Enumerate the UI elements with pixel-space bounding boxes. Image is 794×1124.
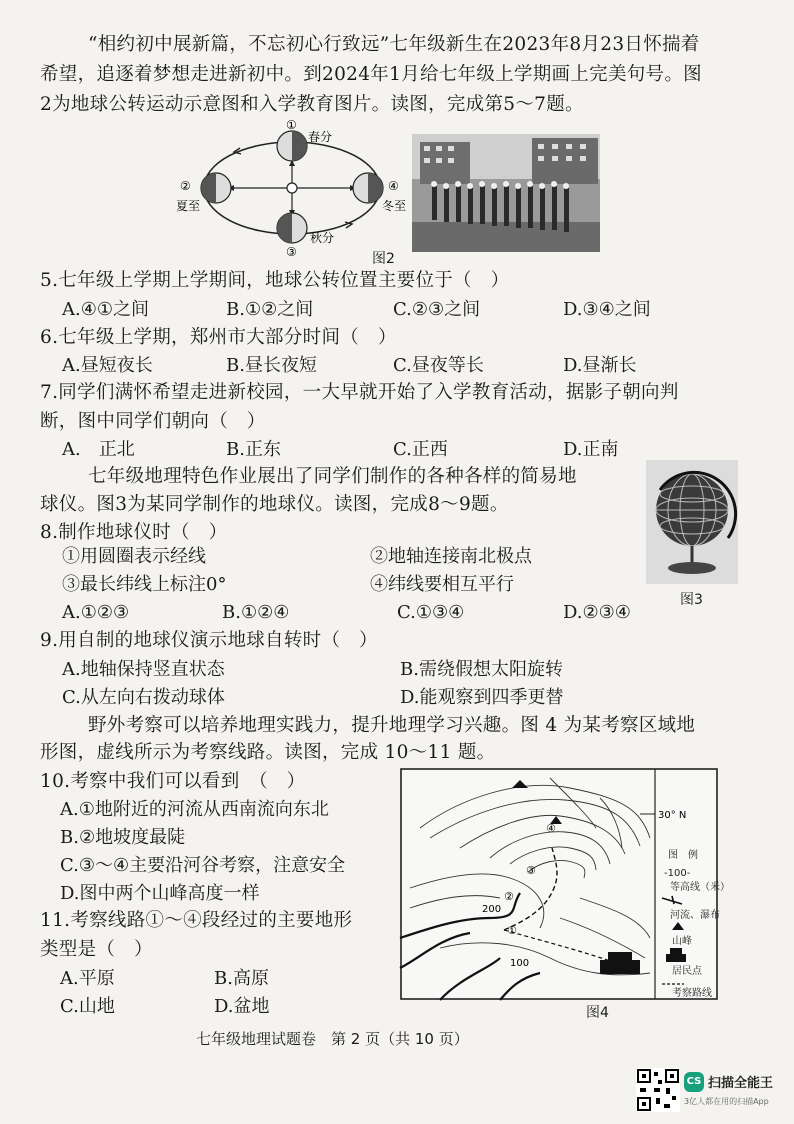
- fig2-caption: 图2: [372, 251, 395, 267]
- fig4-caption: 图4: [586, 1005, 609, 1021]
- legend-peak: 山峰: [672, 936, 692, 947]
- earth-autumn-icon: [277, 213, 307, 243]
- school-assembly-photo: [412, 134, 600, 252]
- q5-option-a[interactable]: A.④①之间: [62, 299, 149, 320]
- q10-option-a[interactable]: A.①地附近的河流从西南流向东北: [60, 799, 329, 820]
- q10-option-c[interactable]: C.③～④主要沿河谷考察，注意安全: [60, 855, 346, 876]
- settlement-icon: [600, 960, 640, 974]
- intro-line-2: 希望，追逐着梦想走进新初中。到2024年1月给七年级上学期画上完美句号。图: [40, 64, 702, 85]
- orbit-label-1: ①: [286, 118, 297, 132]
- earth-spring-icon: [277, 131, 307, 161]
- earth-summer-icon: [201, 173, 231, 203]
- intro-line-3: 2为地球公转运动示意图和入学教育图片。读图，完成第5～7题。: [40, 94, 584, 115]
- q5-option-b[interactable]: B.①②之间: [226, 299, 314, 320]
- q10-stem: 10.考察中我们可以看到 （ ）: [40, 771, 306, 792]
- earth-winter-icon: [353, 173, 383, 203]
- legend-title: 图 例: [668, 850, 698, 861]
- q9-option-d[interactable]: D.能观察到四季更替: [400, 687, 564, 708]
- q9-option-c[interactable]: C.从左向右拨动球体: [62, 687, 225, 708]
- q11-option-a[interactable]: A.平原: [60, 968, 115, 989]
- page-footer: 七年级地理试题卷 第 2 页（共 10 页）: [196, 1030, 469, 1048]
- sun-icon: [282, 178, 302, 198]
- intro3-line-2: 形图，虚线所示为考察线路。读图，完成 10～11 题。: [40, 742, 496, 763]
- q8-statement-1: ①用圆圈表示经线: [62, 546, 206, 567]
- q11-option-b[interactable]: B.高原: [214, 968, 269, 989]
- intro3-line-1: 野外考察可以培养地理实践力，提升地理学习兴趣。图 4 为某考察区域地: [88, 715, 696, 736]
- q8-stem: 8.制作地球仪时（ ）: [40, 522, 228, 543]
- camscanner-logo-icon: CS: [684, 1072, 704, 1092]
- earth-orbit-diagram: [170, 118, 412, 258]
- topographic-map: [400, 768, 730, 1000]
- q8-statement-3: ③最长纬线上标注0°: [62, 574, 227, 595]
- legend-contour: 等高线（米）: [670, 882, 730, 893]
- q8-statement-4: ④纬线要相互平行: [370, 574, 514, 595]
- q8-option-c[interactable]: C.①③④: [397, 602, 465, 623]
- q11-stem-1: 11.考察线路①～④段经过的主要地形: [40, 910, 353, 931]
- scanner-app-name: 扫描全能王: [708, 1076, 774, 1091]
- q10-option-b[interactable]: B.②地坡度最陡: [60, 827, 186, 848]
- legend-settlement: 居民点: [672, 966, 702, 977]
- qr-code-icon: [636, 1068, 680, 1112]
- q6-option-d[interactable]: D.昼渐长: [563, 355, 637, 376]
- q7-option-b[interactable]: B.正东: [226, 439, 281, 460]
- q9-stem: 9.用自制的地球仪演示地球自转时（ ）: [40, 630, 378, 651]
- q6-option-a[interactable]: A.昼短夜长: [62, 355, 153, 376]
- orbit-label-summer: 夏至: [176, 199, 201, 213]
- q8-option-d[interactable]: D.②③④: [563, 602, 631, 623]
- map-marker-1: ①: [507, 924, 517, 937]
- q6-option-b[interactable]: B.昼长夜短: [226, 355, 317, 376]
- q9-option-b[interactable]: B.需绕假想太阳旋转: [400, 659, 563, 680]
- legend-route: 考察路线: [672, 988, 712, 999]
- q11-option-c[interactable]: C.山地: [60, 996, 115, 1017]
- globe-photo: [646, 460, 738, 584]
- map-marker-2: ②: [504, 890, 514, 903]
- q10-option-d[interactable]: D.图中两个山峰高度一样: [60, 883, 260, 904]
- q7-stem-1: 7.同学们满怀希望走进新校园，一大早就开始了入学教育活动，据影子朝向判: [40, 382, 679, 403]
- orbit-label-4: ④: [388, 179, 399, 193]
- q7-stem-2: 断，图中同学们朝向（ ）: [40, 411, 266, 432]
- q6-stem: 6.七年级上学期，郑州市大部分时间（ ）: [40, 327, 397, 348]
- intro-line-1: “相约初中展新篇，不忘初心行致远”七年级新生在2023年8月23日怀揣着: [88, 34, 700, 55]
- contour-label-200: 200: [482, 904, 502, 915]
- q8-statement-2: ②地轴连接南北极点: [370, 546, 532, 567]
- q11-option-d[interactable]: D.盆地: [214, 996, 270, 1017]
- q8-option-a[interactable]: A.①②③: [62, 602, 130, 623]
- map-marker-3: ③: [526, 864, 536, 877]
- fig3-caption: 图3: [680, 592, 703, 608]
- scanner-tagline: 3亿人都在用的扫描App: [684, 1097, 769, 1106]
- intro2-line-2: 球仪。图3为某同学制作的地球仪。读图，完成8～9题。: [40, 494, 509, 515]
- orbit-label-3: ③: [286, 245, 297, 259]
- q7-option-c[interactable]: C.正西: [393, 439, 448, 460]
- q5-option-c[interactable]: C.②③之间: [393, 299, 481, 320]
- orbit-label-winter: 冬至: [382, 199, 407, 213]
- latitude-label: 30° N: [658, 810, 687, 821]
- q11-stem-2: 类型是（ ）: [40, 939, 153, 960]
- orbit-label-autumn: 秋分: [310, 231, 335, 245]
- q6-option-c[interactable]: C.昼夜等长: [393, 355, 484, 376]
- q8-option-b[interactable]: B.①②④: [222, 602, 290, 623]
- contour-label-100: 100: [510, 958, 530, 969]
- q5-option-d[interactable]: D.③④之间: [563, 299, 651, 320]
- intro2-line-1: 七年级地理特色作业展出了同学们制作的各种各样的简易地: [88, 466, 577, 487]
- orbit-label-2: ②: [180, 179, 191, 193]
- q9-option-a[interactable]: A.地轴保持竖直状态: [62, 659, 225, 680]
- q7-option-d[interactable]: D.正南: [563, 439, 619, 460]
- legend-river: 河流、瀑布: [670, 910, 720, 921]
- legend-contour-value: -100-: [664, 868, 691, 879]
- map-marker-4: ④: [546, 822, 556, 835]
- q7-option-a[interactable]: A. 正北: [62, 439, 135, 460]
- q5-stem: 5.七年级上学期上学期间，地球公转位置主要位于（ ）: [40, 270, 510, 291]
- orbit-label-spring: 春分: [308, 130, 333, 144]
